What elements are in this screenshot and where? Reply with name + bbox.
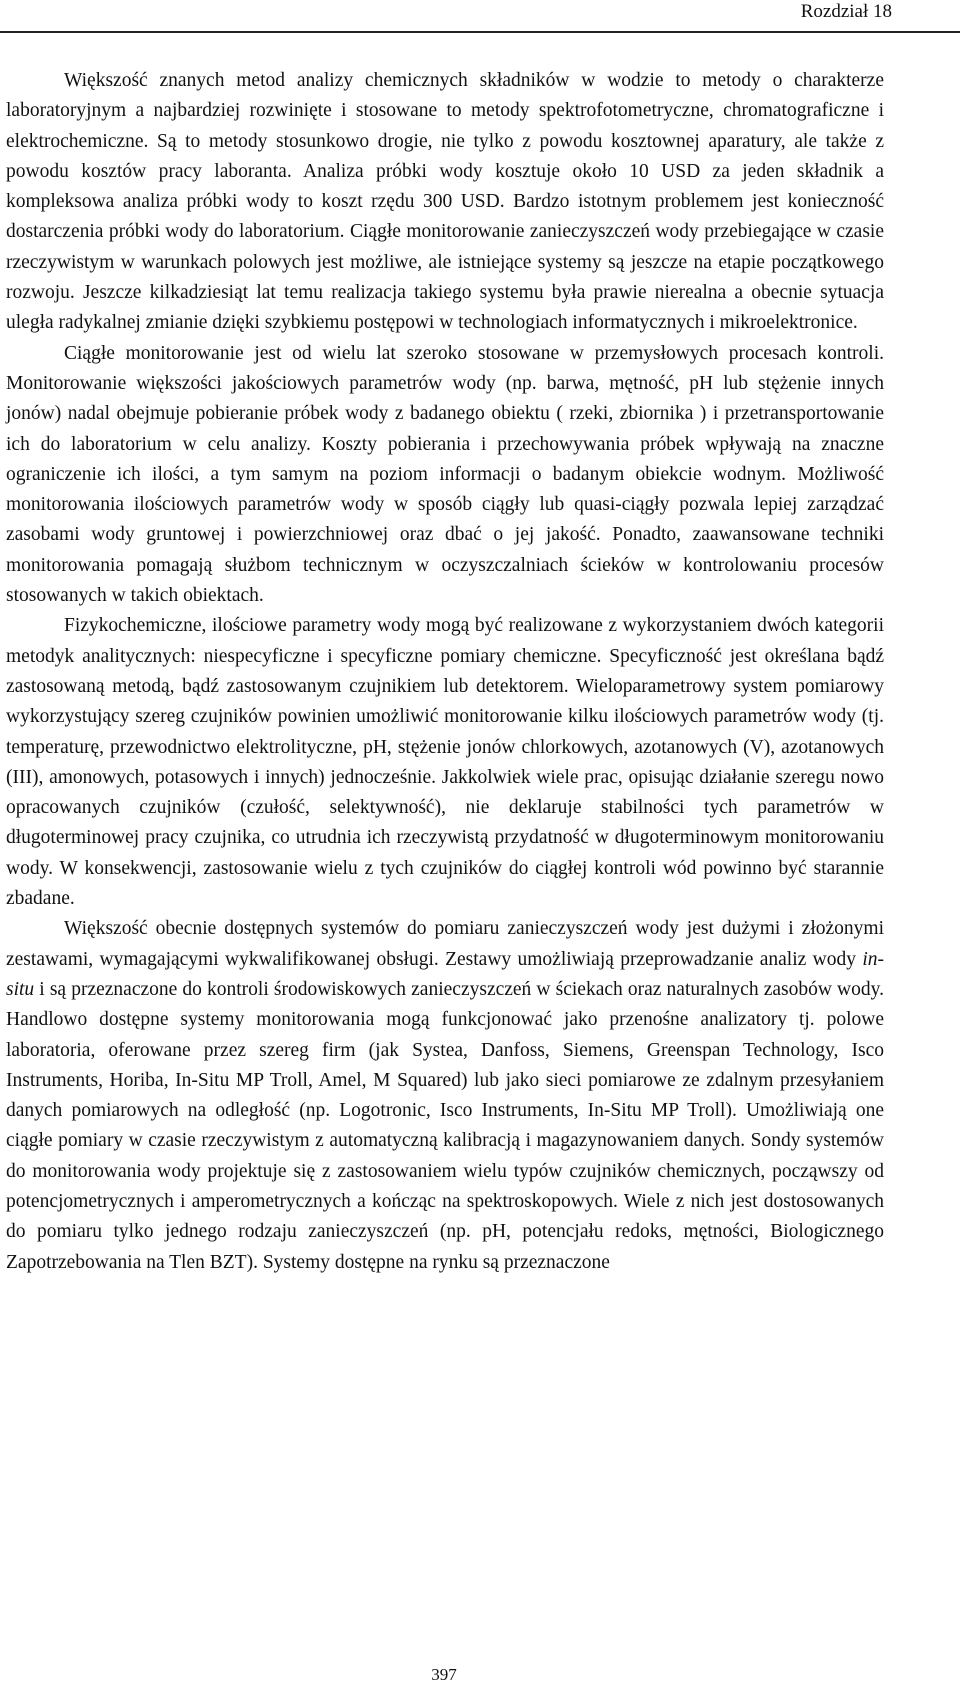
header-rule [0, 31, 960, 33]
paragraph-text: i są przeznaczone do kontroli środowiskowych zanieczyszczeń w ściekach oraz naturalnych zasobów wody. Handlowo dostępne systemy monitorowania mogą funkcjonować jako przenośne analizatory tj. polowe laboratoria, oferowane przez szereg firm (jak Systea, Danfoss, Siemens, Greenspan Technology, Isco Instruments, Horiba, In-Situ MP Troll, Amel, M Squared) lub jako sieci pomiarowe ze zdalnym przesyłaniem danych pomiarowych na odległość (np. Logotronic, Isco Instruments, In-Situ MP Troll). Umożliwiają one ciągłe pomiary w czasie rzeczywistym z automatyczną kalibracją i magazynowaniem danych. Sondy systemów do monitorowania wody projektuje się z zastosowaniem wielu typów czujników chemicznych, począwszy od potencjometrycznych i amperometrycznych a kończąc na spektroskopowych. Wiele z nich jest dostosowanych do pomiaru tylko jednego rodzaju zanieczyszczeń (np. pH, potencjału redoks, mętności, Biologicznego Zapotrzebowania na Tlen BZT). Systemy dostępne na rynku są przeznaczone [6, 978, 884, 1273]
chapter-title: Rozdział 18 [800, 1, 892, 22]
page-header [0, 0, 960, 34]
paragraph [6, 914, 884, 1278]
body-text [6, 66, 884, 1278]
paragraph: Większość znanych metod analizy chemicznych składników w wodzie to metody o charakterze laboratoryjnym a najbardziej rozwinięte i stosowane to metody spektrofotometryczne, chromatograficzne i elektrochemiczne. Są to metody stosunkowo drogie, nie tylko z powodu kosztownej aparatury, ale także z powodu kosztów pracy laboranta. Analiza próbki wody kosztuje około 10 USD za jeden składnik a kompleksowa analiza próbki wody to koszt rzędu 300 USD. Bardzo istotnym problemem jest konieczność dostarczenia próbki wody do laboratorium. Ciągłe monitorowanie zanieczyszczeń wody przebiegające w czasie rzeczywistym w warunkach polowych jest możliwe, ale istniejące systemy są jeszcze na etapie początkowego rozwoju. Jeszcze kilkadziesiąt lat temu realizacja takiego systemu była prawie nierealna a obecnie sytuacja uległa radykalnej zmianie dzięki szybkiemu postępowi w technologiach informatycznych i mikroelektronice. [6, 70, 884, 334]
italic-term: in-situ [6, 948, 884, 1000]
paragraph: Ciągłe monitorowanie jest od wielu lat szeroko stosowane w przemysłowych procesach kontroli. Monitorowanie większości jakościowych parametrów wody (np. barwa, mętność, pH lub stężenie innych jonów) nadal obejmuje pobieranie próbek wody z badanego obiektu ( rzeki, zbiornika ) i przetransportowanie ich do laboratorium w celu analizy. Koszty pobierania i przechowywania próbek wpływają na znaczne ograniczenie ich ilości, a tym samym na poziom informacji o badanym obiekcie wodnym. Możliwość monitorowania ilościowych parametrów wody w sposób ciągły lub quasi-ciągły pozwala lepiej zarządzać zasobami wody gruntowej i powierzchniowej oraz dbać o jej jakość. Ponadto, zaawansowane techniki monitorowania pomagają służbom technicznym w oczyszczalniach ścieków w kontrolowaniu procesów stosowanych w takich obiektach. [6, 342, 884, 607]
paragraph-text: Większość obecnie dostępnych systemów do pomiaru zanieczyszczeń wody jest dużymi i złożonymi zestawami, wymagającymi wykwalifikowanej obsługi. Zestawy umożliwiają przeprowadzanie analiz wody [6, 918, 884, 970]
paragraph: Fizykochemiczne, ilościowe parametry wody mogą być realizowane z wykorzystaniem dwóch kategorii metodyk analitycznych: niespecyficzne i specyficzne pomiary chemiczne. Specyficzność jest określana bądź zastosowaną metodą, bądź zastosowanym czujnikiem lub detektorem. Wieloparametrowy system pomiarowy wykorzystujący szereg czujników powinien umożliwić monitorowanie kilku ilościowych parametrów wody (tj. temperaturę, przewodnictwo elektrolityczne, pH, stężenie jonów chlorkowych, azotanowych (V), azotanowych (III), amonowych, potasowych i innych) jednocześnie. Jakkolwiek wiele prac, opisując działanie szeregu nowo opracowanych czujników (czułość, selektywność), nie deklaruje stabilności tych parametrów w długoterminowej pracy czujnika, co utrudnia ich rzeczywistą przydatność w długoterminowym monitorowaniu wody. W konsekwencji, zastosowanie wielu z tych czujników do ciągłej kontroli wód powinno być starannie zbadane. [6, 615, 884, 910]
page-number: 397 [431, 1665, 457, 1684]
